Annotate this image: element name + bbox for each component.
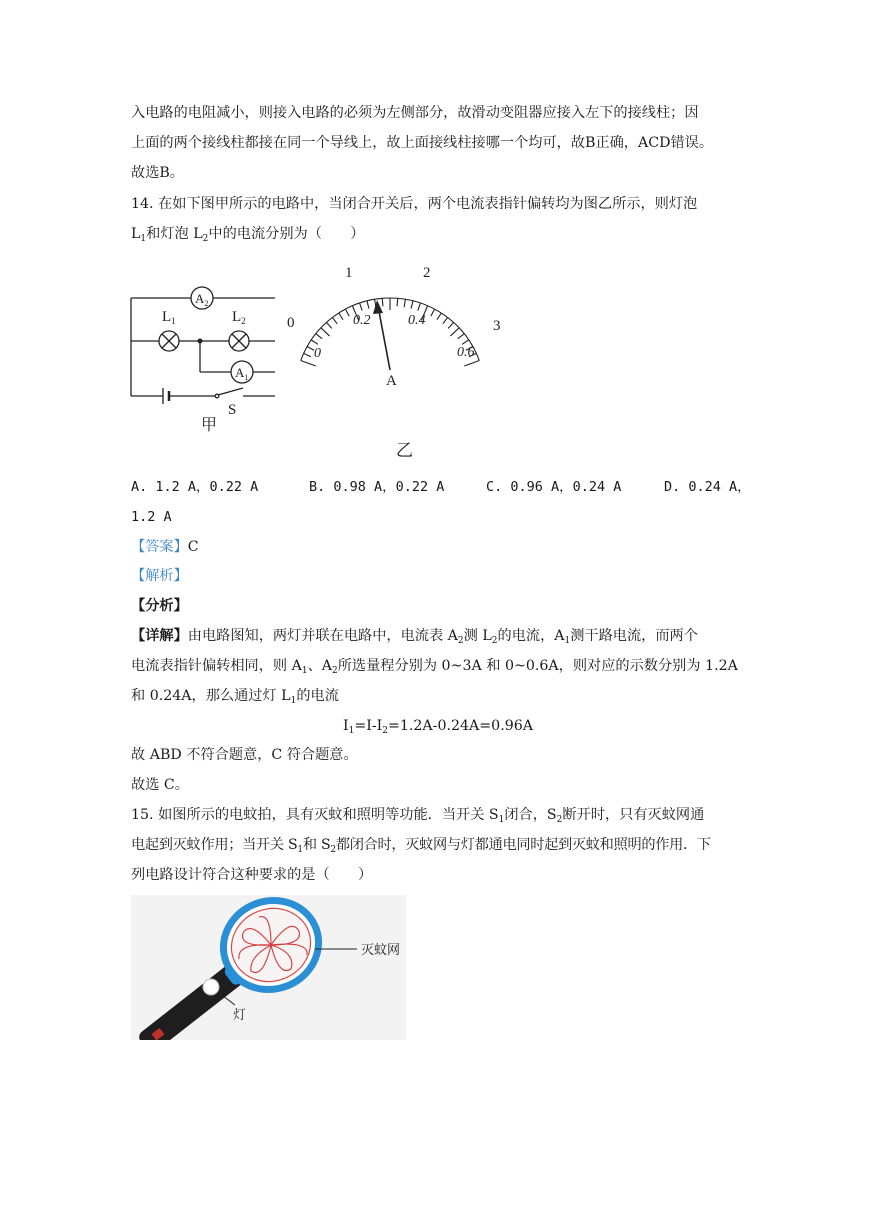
dial-tick — [360, 303, 363, 311]
dial-tick — [450, 328, 459, 336]
scale-inner-0.6: 0.6 — [457, 345, 475, 360]
option-a: A. 1.2 A，0.22 A — [131, 479, 259, 495]
dial-tick — [304, 353, 311, 356]
analysis-tag: 【解析】 — [131, 568, 188, 584]
question-15-line-3: 列电路设计符合这种要求的是（ ） — [131, 867, 373, 883]
scale-inner-0: 0 — [314, 346, 321, 361]
mosquito-swatter-photo — [131, 895, 406, 1040]
dial-tick — [345, 309, 349, 316]
dial-tick — [431, 309, 435, 316]
option-d-cont: 1.2 A — [131, 509, 172, 525]
unit-label: A — [386, 373, 397, 389]
answer-line: 【答案】C — [131, 539, 199, 555]
dial-tick — [443, 317, 448, 323]
circuit-caption: 甲 — [201, 415, 218, 434]
dial-tick — [316, 334, 322, 339]
detail-line-1: 【详解】由电路图知，两灯并联在电路中，电流表 $A_2$测 $L_2$的电流，$A_1$测干路电流，而两个 — [131, 628, 698, 646]
dial-tick — [418, 303, 421, 311]
equation: $I_1=I-I_2=1.2A-0.24A=0.96A$ — [343, 718, 534, 736]
label-lamp: 灯 — [233, 1008, 247, 1023]
scale-outer-1: 1 — [345, 265, 353, 281]
scale-outer-3: 3 — [493, 318, 501, 334]
text-line: 故选B。 — [131, 165, 184, 181]
option-b: B. 0.98 A，0.22 A — [309, 479, 445, 495]
dial-tick — [339, 313, 343, 320]
detail-line-4: 故 ABD 不符合题意，C 符合题意。 — [131, 747, 358, 763]
lamp-l1-label: $L_1$ — [162, 309, 176, 326]
question-14-stem: 14. 在如下图甲所示的电路中，当闭合开关后，两个电流表指针偏转均为图乙所示，则灯泡 — [131, 196, 698, 212]
scale-outer-0: 0 — [287, 315, 295, 331]
dial-tick — [448, 322, 453, 328]
switch-label: S — [228, 402, 237, 418]
question-15-line-2: 电起到灭蚊作用；当开关 $S_1$和 $S_2$都闭合时，灭蚊网与灯都通电同时起到灭蚊和照明的作用．下 — [131, 837, 711, 855]
dial-tick — [404, 299, 405, 307]
dial-tick — [321, 328, 330, 336]
dial-tick — [462, 340, 469, 344]
label-net: 灭蚊网 — [361, 943, 401, 958]
dial-tick — [397, 298, 398, 306]
dial-tick — [311, 340, 318, 344]
ammeter-a1-label: $A_1$ — [235, 365, 249, 382]
question-15-line-1: 15. 如图所示的电蚊拍，具有灭蚊和照明等功能．当开关 $S_1$闭合，$S_2$断开时，只有灭蚊网通 — [131, 807, 705, 825]
fenxi-tag: 【分析】 — [131, 598, 188, 614]
dial-tick — [367, 301, 369, 309]
text-line: 上面的两个接线柱都接在同一个导线上，故上面接线柱接哪一个均可，故B正确，ACD错误。 — [131, 135, 714, 151]
ammeter-a2-label: $A_2$ — [195, 291, 209, 308]
dial-tick — [301, 361, 316, 366]
dial-tick — [411, 301, 413, 309]
dial-tick — [464, 361, 479, 366]
text-line: 入电路的电阻减小，则接入电路的必须为左侧部分，故滑动变阻器应接入左下的接线柱；因 — [131, 105, 699, 121]
detail-line-5: 故选 C。 — [131, 777, 189, 793]
lamp-l2-label: $L_2$ — [232, 309, 246, 326]
ammeter-dial — [282, 258, 512, 468]
detail-line-2: 电流表指针偏转相同，则 $A_1$、$A_2$所选量程分别为 0~3A 和 0~0.6A，则对应的示数分别为 1.2A — [131, 658, 738, 676]
option-c: C. 0.96 A，0.24 A — [486, 479, 622, 495]
dial-tick — [437, 313, 441, 320]
scale-inner-0.4: 0.4 — [408, 313, 426, 328]
question-14-stem-cont: $L_1$和灯泡 $L_2$中的电流分别为（ ） — [131, 226, 365, 244]
dial-tick — [326, 322, 331, 328]
detail-line-3: 和 0.24A，那么通过灯 $L_1$的电流 — [131, 688, 339, 706]
circuit-diagram — [125, 278, 285, 438]
dial-tick — [458, 334, 464, 339]
dial-caption: 乙 — [396, 441, 413, 461]
scale-outer-2: 2 — [423, 265, 431, 281]
dial-tick — [332, 317, 337, 323]
dial-tick — [382, 298, 383, 306]
option-d: D. 0.24 A， — [664, 479, 751, 495]
needle — [378, 306, 390, 370]
scale-inner-0.2: 0.2 — [353, 313, 371, 328]
